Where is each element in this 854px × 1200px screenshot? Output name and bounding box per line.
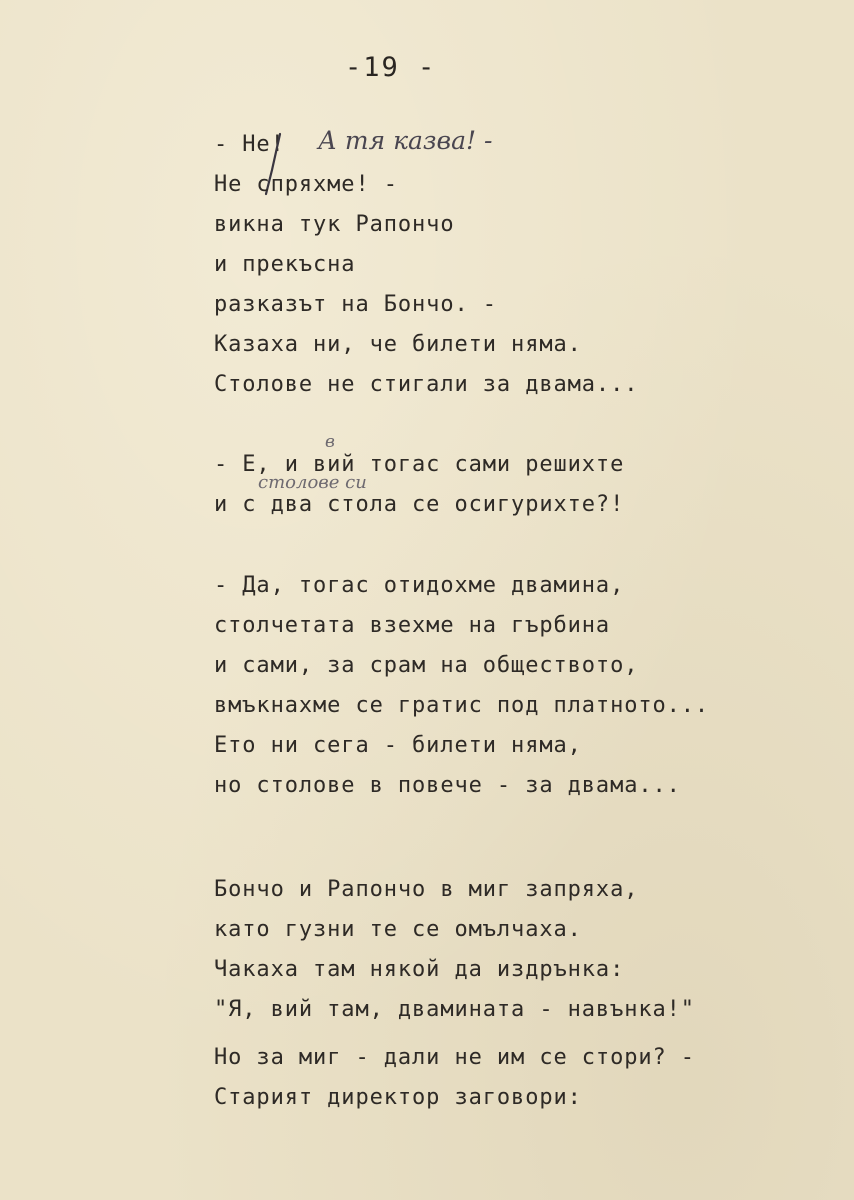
handwritten-interlinear-correction: столове си bbox=[258, 472, 367, 493]
page-number: -19 - bbox=[345, 52, 437, 83]
verse-line: и с два стола се осигурихте?! bbox=[214, 492, 625, 517]
verse-line: Бончо и Рапончо в миг запряха, bbox=[214, 877, 639, 902]
verse-line: "Я, вий там, двамината - навънка!" bbox=[214, 997, 695, 1022]
verse-line: - Е, и вий тогас сами решихте bbox=[214, 452, 625, 477]
verse-line: и прекъсна bbox=[214, 252, 356, 277]
verse-line: викна тук Рапончо bbox=[214, 212, 455, 237]
verse-line: Ето ни сега - билети няма, bbox=[214, 733, 582, 758]
verse-line: Старият директор заговори: bbox=[214, 1085, 582, 1110]
verse-line: но столове в повече - за двама... bbox=[214, 773, 681, 798]
verse-line: Казаха ни, че билети няма. bbox=[214, 332, 582, 357]
handwritten-insertion: А тя казва! - bbox=[318, 126, 493, 155]
verse-line: вмъкнахме се гратис под платното... bbox=[214, 693, 710, 718]
verse-line: Чакаха там някой да издрънка: bbox=[214, 957, 625, 982]
verse-line: - Не! bbox=[214, 132, 299, 157]
verse-line: Не спряхме! - bbox=[214, 172, 398, 197]
verse-line: Столове не стигали за двама... bbox=[214, 372, 639, 397]
verse-line: - Да, тогас отидохме двамина, bbox=[214, 573, 625, 598]
handwritten-letter-correction: в bbox=[325, 432, 335, 452]
verse-line: столчетата взехме на гърбина bbox=[214, 613, 611, 638]
verse-line: Но за миг - дали не им се стори? - bbox=[214, 1045, 695, 1070]
verse-line: и сами, за срам на обществото, bbox=[214, 653, 639, 678]
verse-line: разказът на Бончо. - bbox=[214, 292, 497, 317]
verse-line: като гузни те се омълчаха. bbox=[214, 917, 582, 942]
